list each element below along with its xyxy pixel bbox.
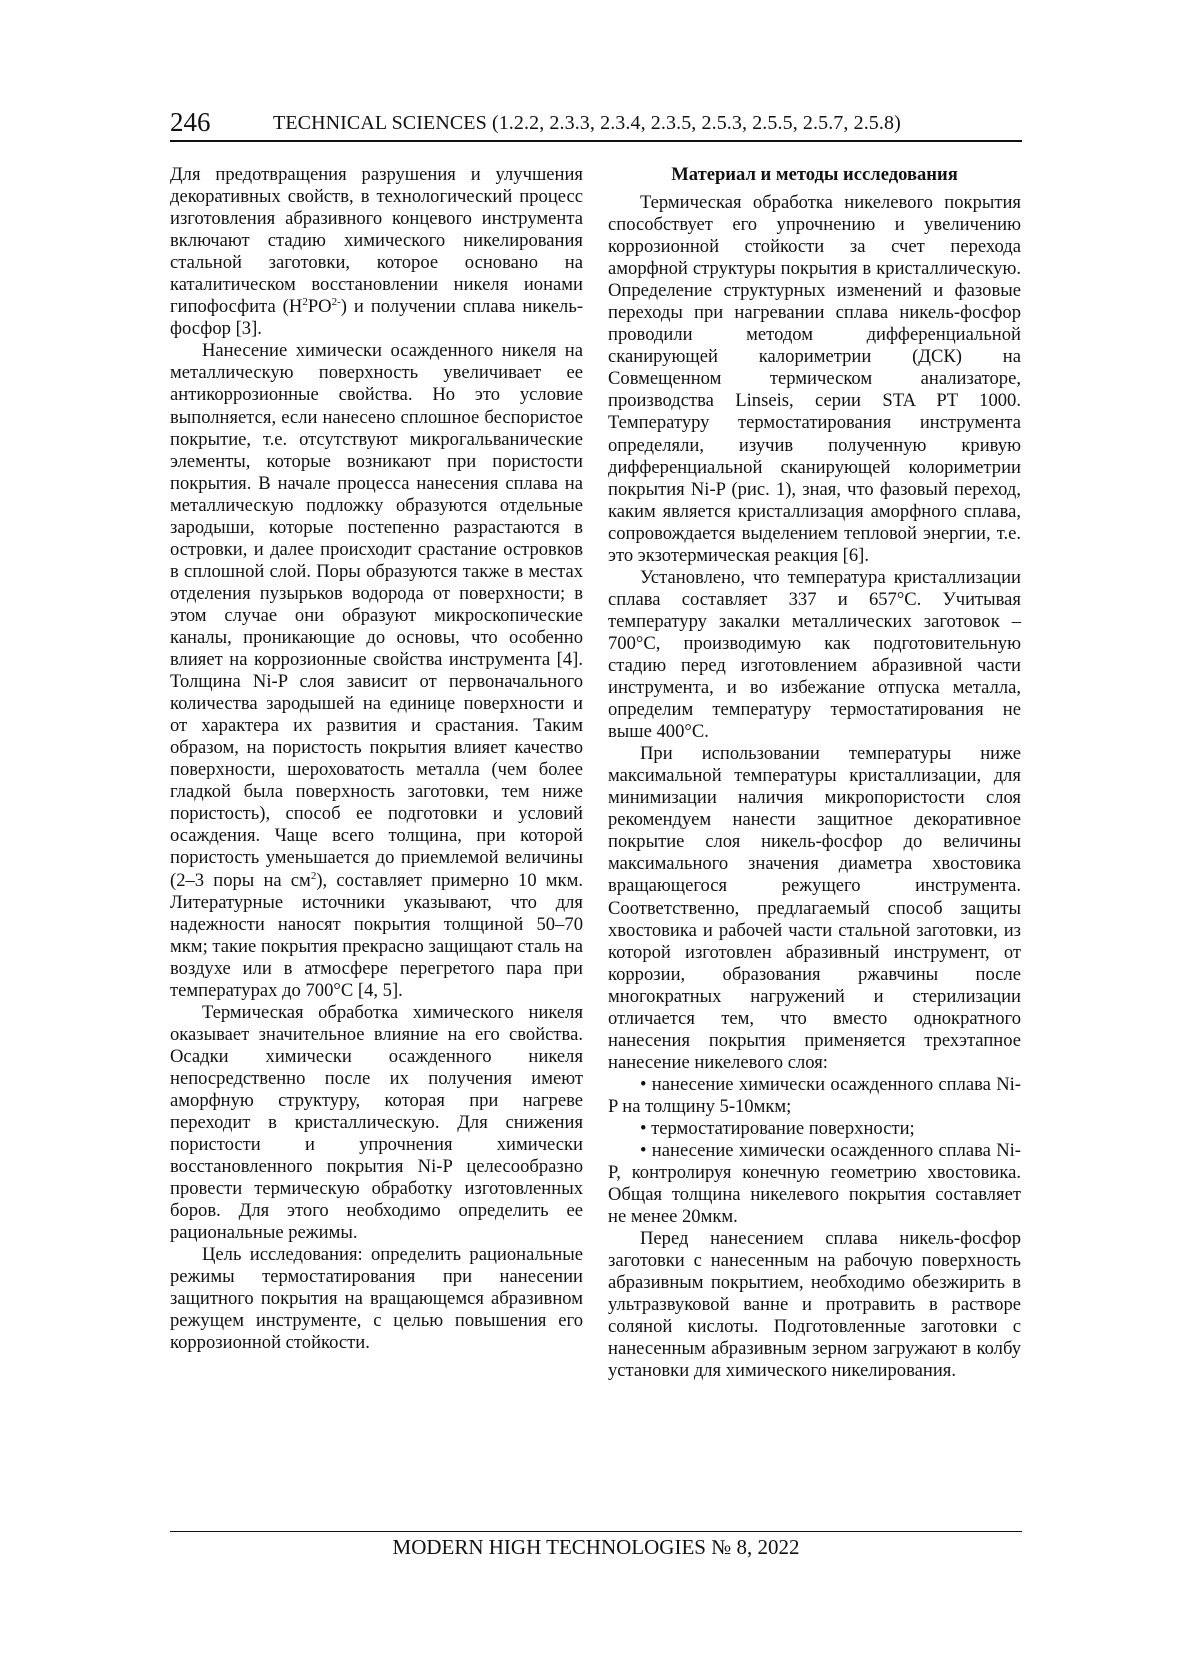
footer-rule xyxy=(170,1531,1022,1532)
right-paragraph-4: Перед нанесением сплава никель-фосфор заготовки с нанесенным на рабочую поверхность абразивным покрытием, необходимо обезжирить в ультразвуковой ванне и протравить в растворе соляной кислоты. Подготовленные заготовки с нанесенным абразивным зерном загружают в колбу установки для химического никелирования. xyxy=(608,1228,1021,1382)
left-column xyxy=(170,164,583,1355)
left-paragraph-1: Для предотвращения разрушения и улучшения декоративных свойств, в технологический процесс изготовления абразивного концевого инструмента включают стадию химического никелирования стальной заготовки, которое основано на каталитическом восстановлении никеля ионами гипофосфита $(H^2PO^{2-})$ и получении сплава никель-фосфор [3]. xyxy=(170,164,584,340)
header-rule xyxy=(170,140,1022,142)
left-paragraph-4: Цель исследования: определить рациональные режимы термостатирования при нанесении защитного покрытия на вращающемся абразивном режущем инструменте, с целью повышения его коррозионной стойкости. xyxy=(170,1244,583,1354)
journal-footer: MODERN HIGH TECHNOLOGIES № 8, 2022 xyxy=(392,1535,800,1559)
right-paragraph-3: При использовании температуры ниже максимальной температуры кристаллизации, для минимизации наличия микропористости слоя рекомендуем нанести защитное декоративное покрытие слоя никель-фосфор до величины максимального значения диаметра хвостовика вращающегося режущего инструмента. Соответственно, предлагаемый способ защиты хвостовика и рабочей части стальной заготовки, из которой изготовлен абразивный инструмент, от коррозии, образования ржавчины после многократных нагружений и стерилизации отличается тем, что вместо однократного нанесения покрытия применяется трехэтапное нанесение никелевого слоя: xyxy=(608,743,1021,1073)
left-paragraph-2: Нанесение химически осажденного никеля на металлическую поверхность увеличивает ее антикоррозионные свойства. Но это условие выполняется, если нанесено сплошное беспористое покрытие, т.е. отсутствуют микрогальванические элементы, которые возникают при пористости покрытия. В начале процесса нанесения сплава на металлическую подложку образуются отдельные зародыши, которые постепенно разрастаются в островки, и далее происходит срастание островков в сплошной слой. Поры образуются также в местах отделения пузырьков водорода от поверхности; в этом случае они образуют микроскопические каналы, проникающие до основы, что особенно влияет на коррозионные свойства инструмента [4]. Толщина Ni-P слоя зависит от первоначального количества зародышей на единице поверхности и от характера их развития и срастания. Таким образом, на пористость покрытия влияет качество поверхности, шероховатость металла (чем более гладкой была поверхность заготовки, тем ниже пористость), способ ее подготовки и условий осаждения. Чаще всего толщина, при которой пористость уменьшается до приемлемой величины (2–3 поры на $см^2$), составляет примерно 10 мкм. Литературные источники указывают, что для надежности наносят покрытия толщиной 50–70 мкм; такие покрытия прекрасно защищают сталь на воздухе или в атмосфере перегретого пара при температурах до 700°С [4, 5]. xyxy=(170,340,583,1001)
right-paragraph-1: Термическая обработка никелевого покрытия способствует его упрочнению и увеличению коррозионной стойкости за счет перехода аморфной структуры покрытия в кристаллическую. Определение структурных изменений и фазовые переходы при нагревании сплава никель-фосфор проводили методом дифференциальной сканирующей калориметрии (ДСК) на Совмещенном термическом анализаторе, производства Linseis, серии STA PT 1000. Температуру термостатирования инструмента определяли, изучив полученную кривую дифференциальной сканирующей колориметрии покрытия Ni-P (рис. 1), зная, что фазовый переход, каким является кристаллизация аморфного сплава, сопровождается выделением тепловой энергии, т.е. это экзотермическая реакция [6]. xyxy=(608,192,1021,566)
right-paragraph-2: Установлено, что температура кристаллизации сплава составляет 337 и 657°С. Учитывая температуру закалки металлических заготовок – 700°С, производимую как подготовительную стадию перед изготовлением абразивной части инструмента, и во избежание отпуска металла, определим температуру термостатирования не выше 400°С. xyxy=(608,566,1021,743)
right-column xyxy=(608,164,1021,1383)
bullet-item-3: • нанесение химически осажденного сплава Ni-P, контролируя конечную геометрию хвостовика. Общая толщина никелевого покрытия составляет не менее 20мкм. xyxy=(608,1140,1021,1228)
running-head: TECHNICAL SCIENCES (1.2.2, 2.3.3, 2.3.4, 2.3.5, 2.5.3, 2.5.5, 2.5.7, 2.5.8) xyxy=(273,112,901,134)
section-heading: Материал и методы исследования xyxy=(671,164,958,185)
page-header xyxy=(170,104,1022,140)
page-number: 246 xyxy=(170,107,211,137)
bullet-item-1: • нанесение химически осажденного сплава Ni-P на толщину 5-10мкм; xyxy=(608,1073,1021,1117)
bullet-item-2: • термостатирование поверхности; xyxy=(640,1117,915,1139)
left-paragraph-3: Термическая обработка химического никеля оказывает значительное влияние на его свойства. Осадки химически осажденного никеля непосредственно после их получения имеют аморфную структуру, которая при нагреве переходит в кристаллическую. Для снижения пористости и упрочнения химически восстановленного покрытия Ni-P целесообразно провести термическую обработку изготовленных боров. Для этого необходимо определить ее рациональные режимы. xyxy=(170,1001,583,1244)
